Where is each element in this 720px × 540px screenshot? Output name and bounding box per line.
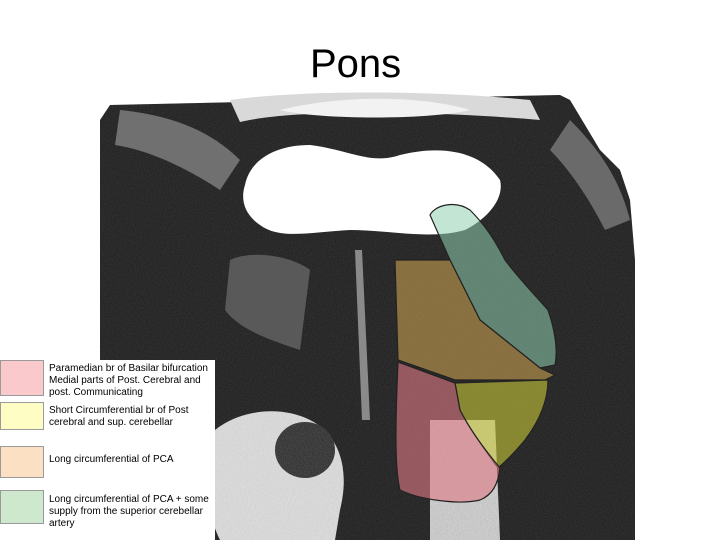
legend-label: Long circumferential of PCA (49, 454, 174, 465)
legend-swatch (0, 446, 44, 478)
legend-label: Paramedian br of Basilar bifurcation Medial parts of Post. Cerebral and post. Communicating (49, 363, 208, 398)
slide-title: Pons (310, 42, 402, 86)
legend-label: Short Circumferential br of Post cerebral and sup. cerebellar (49, 405, 189, 428)
legend-panel (0, 360, 215, 540)
legend-swatch (0, 360, 44, 396)
legend-swatch (0, 402, 44, 430)
legend-label: Long circumferential of PCA + some supply from the superior cerebellar artery (49, 494, 209, 529)
legend-swatch (0, 490, 44, 524)
